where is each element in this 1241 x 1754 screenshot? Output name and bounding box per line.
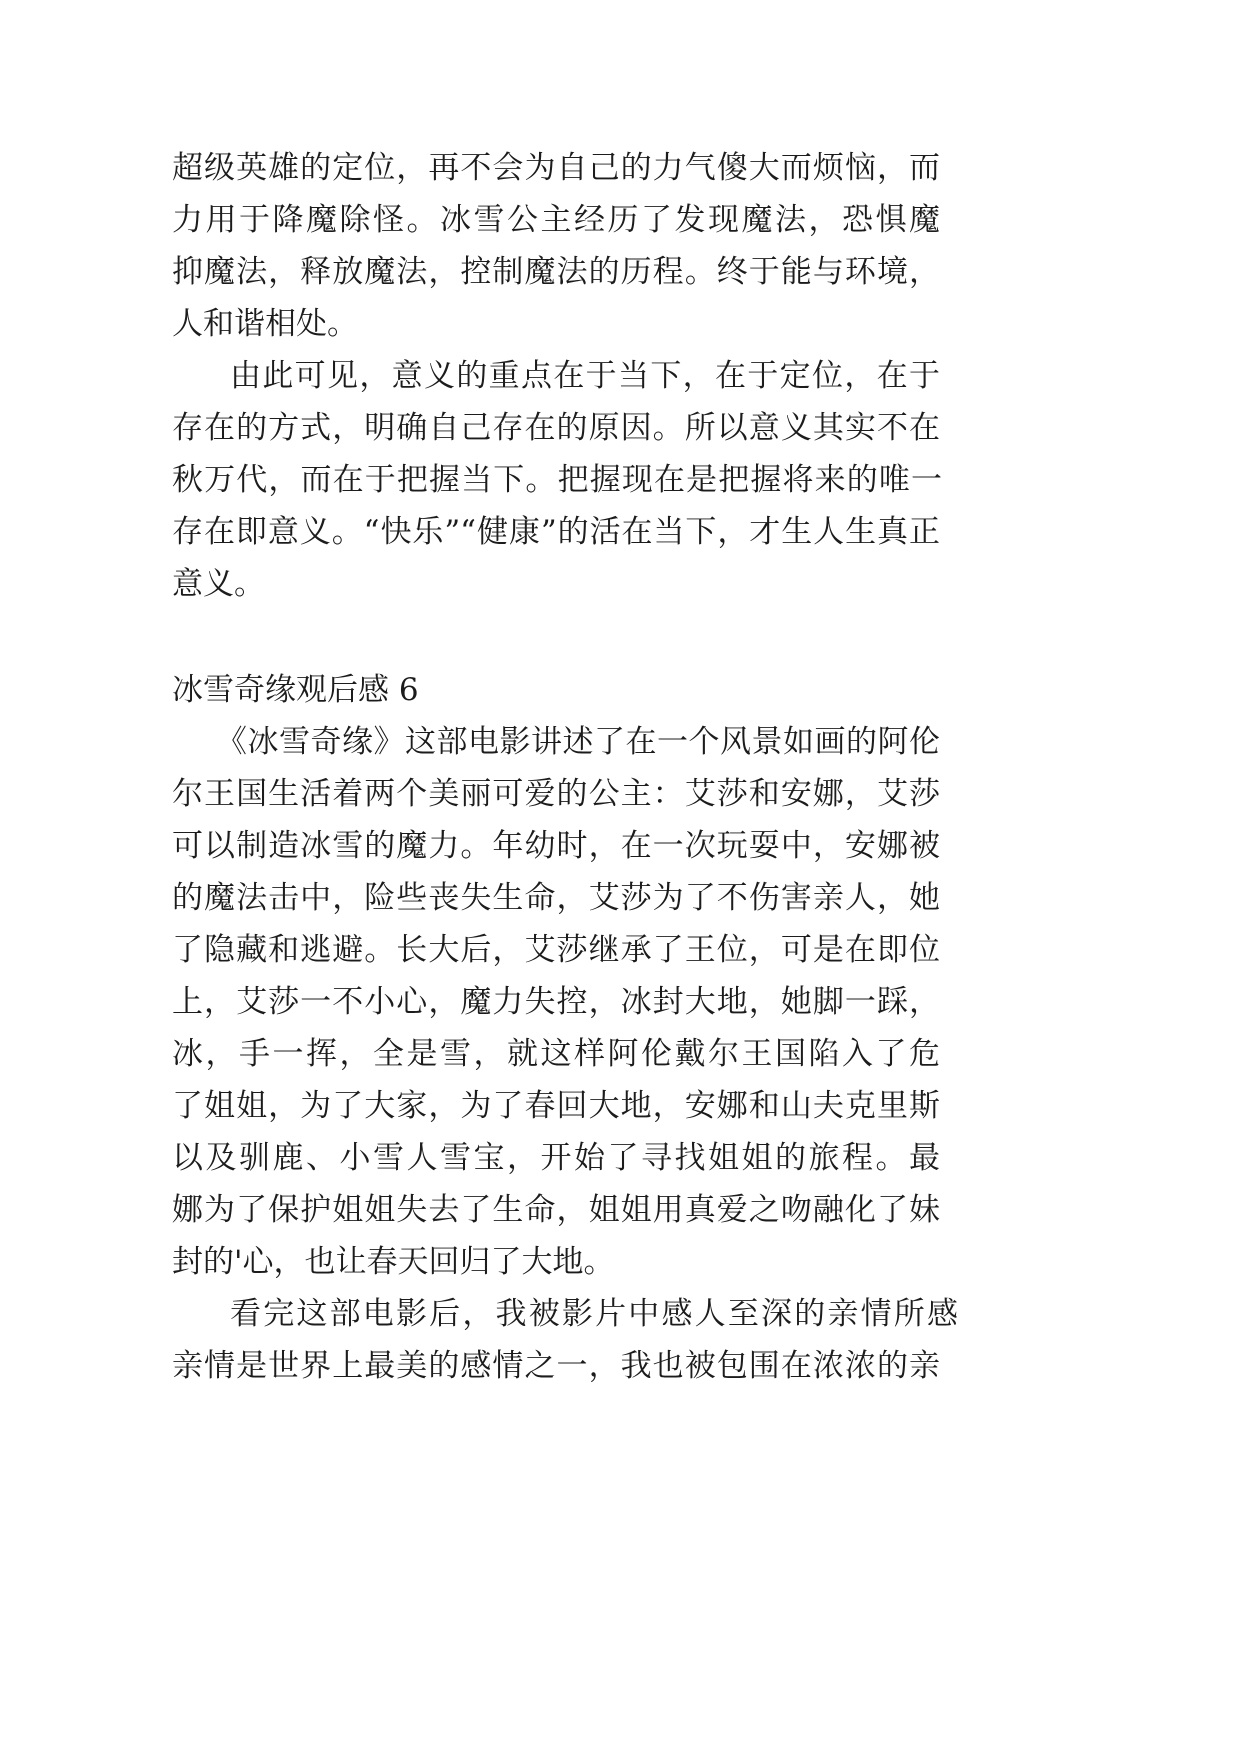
text-line: 尔王国生活着两个美丽可爱的公主：艾莎和安娜，艾莎 <box>172 776 940 812</box>
text-line: 存在即意义。“快乐”“健康”的活在当下，才生人生真正 <box>172 514 940 550</box>
text-line: 秋万代，而在于把握当下。把握现在是把握将来的唯一 <box>172 462 942 498</box>
text-line: 上，艾莎一不小心，魔力失控，冰封大地，她脚一踩， <box>172 984 940 1020</box>
section-heading: 冰雪奇缘观后感 6 <box>172 672 419 708</box>
paragraph-first-line: 看完这部电影后，我被影片中感人至深的亲情所感 <box>230 1296 958 1332</box>
paragraph-first-line: 由此可见，意义的重点在于当下，在于定位，在于 <box>230 358 940 394</box>
text-line: 以及驯鹿、小雪人雪宝，开始了寻找姐姐的旅程。最 <box>172 1140 940 1176</box>
text-line: 意义。 <box>172 566 265 602</box>
text-line: 冰，手一挥，全是雪，就这样阿伦戴尔王国陷入了危 <box>172 1036 940 1072</box>
text-line: 了隐藏和逃避。长大后，艾莎继承了王位，可是在即位 <box>172 932 940 968</box>
text-line: 可以制造冰雪的魔力。年幼时，在一次玩耍中，安娜被 <box>172 828 940 864</box>
text-line: 人和谐相处。 <box>172 306 358 342</box>
text-line: 亲情是世界上最美的感情之一，我也被包围在浓浓的亲 <box>172 1348 940 1384</box>
text-line: 娜为了保护姐姐失去了生命，姐姐用真爱之吻融化了妹 <box>172 1192 940 1228</box>
text-line: 封的'心，也让春天回归了大地。 <box>172 1244 615 1280</box>
text-line: 了姐姐，为了大家，为了春回大地，安娜和山夫克里斯 <box>172 1088 940 1124</box>
text-line: 抑魔法，释放魔法，控制魔法的历程。终于能与环境， <box>172 254 940 290</box>
text-line: 超级英雄的定位，再不会为自己的力气傻大而烦恼，而 <box>172 150 940 186</box>
text-line: 存在的方式，明确自己存在的原因。所以意义其实不在 <box>172 410 940 446</box>
text-line: 力用于降魔除怪。冰雪公主经历了发现魔法，恐惧魔 <box>172 202 940 238</box>
paragraph-first-line: 《冰雪奇缘》这部电影讲述了在一个风景如画的阿伦 <box>216 724 940 760</box>
text-line: 的魔法击中，险些丧失生命，艾莎为了不伤害亲人，她 <box>172 880 940 916</box>
